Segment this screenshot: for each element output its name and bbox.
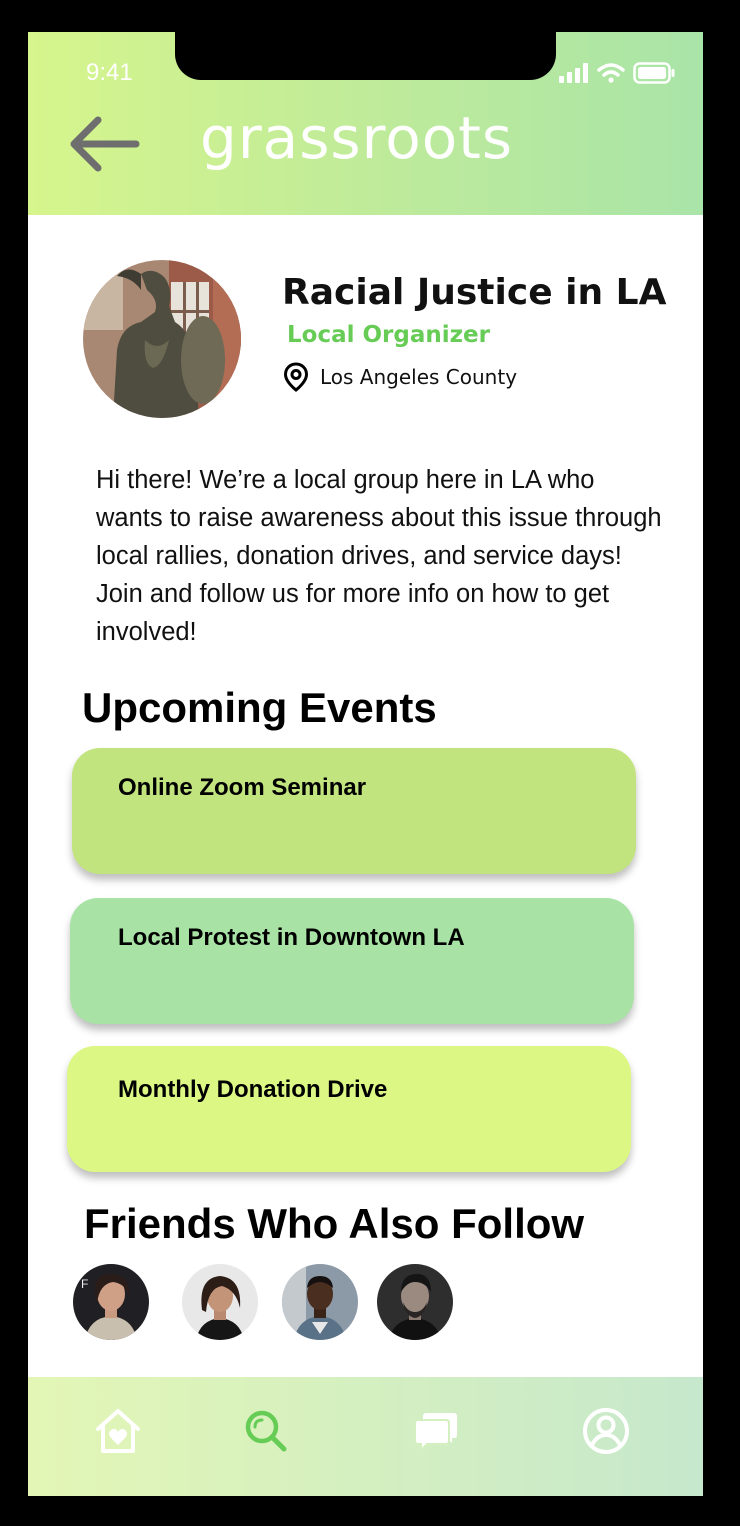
event-label: Online Zoom Seminar bbox=[118, 774, 367, 801]
event-label: Monthly Donation Drive bbox=[118, 1076, 388, 1103]
nav-messages-button[interactable] bbox=[410, 1405, 462, 1457]
event-label: Local Protest in Downtown LA bbox=[118, 924, 465, 951]
organization-avatar bbox=[83, 260, 241, 418]
nav-home-button[interactable] bbox=[92, 1405, 144, 1457]
friend-photo bbox=[282, 1264, 358, 1340]
upcoming-events-heading: Upcoming Events bbox=[82, 684, 437, 731]
svg-text:F: F bbox=[81, 1277, 89, 1291]
app-title: grassroots bbox=[200, 104, 514, 172]
phone-screen bbox=[28, 32, 703, 1496]
back-arrow-icon[interactable] bbox=[66, 112, 142, 176]
location-pin-icon bbox=[283, 362, 309, 392]
device-notch bbox=[175, 32, 556, 80]
chat-icon bbox=[410, 1405, 462, 1457]
nav-search-button[interactable] bbox=[240, 1405, 292, 1457]
battery-icon bbox=[633, 62, 675, 84]
friend-photo bbox=[377, 1264, 453, 1340]
event-card-zoom-seminar[interactable] bbox=[72, 748, 636, 874]
friend-photo bbox=[73, 1264, 149, 1340]
organization-role: Local Organizer bbox=[287, 322, 490, 348]
event-card-downtown-protest[interactable] bbox=[70, 898, 634, 1024]
status-icons bbox=[559, 62, 675, 84]
organization-location: Los Angeles County bbox=[320, 365, 518, 389]
profile-icon bbox=[580, 1405, 632, 1457]
app-header bbox=[28, 32, 703, 215]
friends-heading: Friends Who Also Follow bbox=[84, 1200, 585, 1247]
wifi-icon bbox=[597, 63, 625, 83]
nav-profile-button[interactable] bbox=[580, 1405, 632, 1457]
organization-bio: Hi there! We’re a local group here in LA who wants to raise awareness about this issue through local rallies, donation drives, and service days! Join and follow us for more info on how to get involved! bbox=[96, 466, 662, 646]
statue-photo bbox=[83, 260, 241, 418]
signal-icon bbox=[559, 63, 589, 83]
friend-avatar[interactable] bbox=[377, 1264, 453, 1340]
friend-avatar[interactable] bbox=[73, 1264, 149, 1340]
friend-avatar[interactable] bbox=[282, 1264, 358, 1340]
friend-photo bbox=[182, 1264, 258, 1340]
bottom-navigation bbox=[28, 1377, 703, 1496]
event-card-donation-drive[interactable] bbox=[67, 1046, 631, 1172]
home-heart-icon bbox=[92, 1405, 144, 1457]
friend-avatar[interactable] bbox=[182, 1264, 258, 1340]
status-time: 9:41 bbox=[86, 59, 133, 86]
search-icon bbox=[240, 1405, 292, 1457]
organization-name: Racial Justice in LA bbox=[282, 272, 667, 313]
